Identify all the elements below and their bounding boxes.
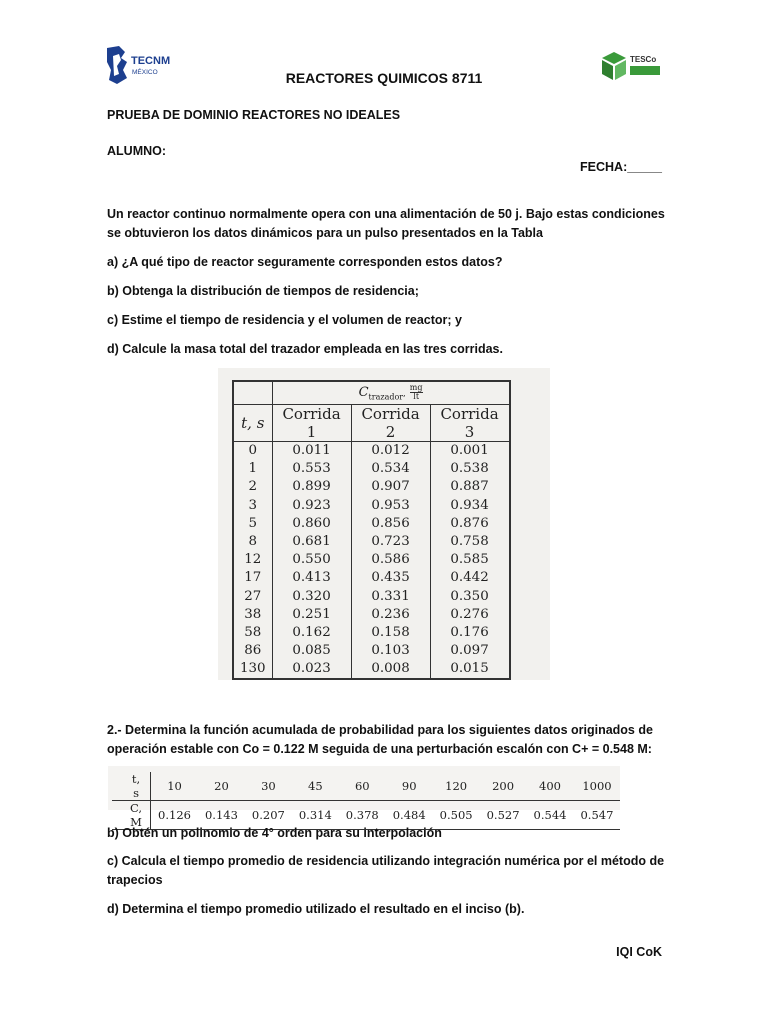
cell-time: 0 bbox=[233, 442, 272, 461]
cell-time: 86 bbox=[233, 642, 272, 660]
cell-concentration: 0.547 bbox=[573, 801, 620, 830]
table-row bbox=[233, 442, 510, 461]
cell-concentration: 0.527 bbox=[480, 801, 527, 830]
table-row bbox=[233, 569, 510, 587]
cell-concentration: 0.251 bbox=[272, 606, 351, 624]
table-row bbox=[233, 588, 510, 606]
problem2-c: c) Calcula el tiempo promedio de residencia utilizando integración numérica por el método de trapecios bbox=[107, 854, 665, 887]
cell-time: 1 bbox=[233, 460, 272, 478]
cell-concentration: 0.207 bbox=[245, 801, 292, 830]
cell-concentration: 0.758 bbox=[430, 533, 510, 551]
row-label-c: C, M bbox=[112, 801, 151, 830]
cell-time: 45 bbox=[292, 772, 339, 801]
cell-concentration: 0.856 bbox=[351, 515, 430, 533]
col-header-run1: Corrida 1 bbox=[272, 405, 351, 442]
tracer-table bbox=[232, 380, 511, 680]
cell-concentration: 0.899 bbox=[272, 478, 351, 496]
problem1-a: a) ¿A qué tipo de reactor seguramente corresponden estos datos? bbox=[107, 255, 503, 269]
cell-time: 27 bbox=[233, 588, 272, 606]
cell-concentration: 0.442 bbox=[430, 569, 510, 587]
problem2-d: d) Determina el tiempo promedio utilizado el resultado en el inciso (b). bbox=[107, 902, 525, 916]
cell-concentration: 0.934 bbox=[430, 497, 510, 515]
cell-concentration: 0.015 bbox=[430, 660, 510, 679]
cell-concentration: 0.176 bbox=[430, 624, 510, 642]
date-label: FECHA:_____ bbox=[580, 160, 662, 174]
cell-concentration: 0.887 bbox=[430, 478, 510, 496]
tracer-group-header: $C_{trazador}$, $\frac{mg}{lt}$ bbox=[272, 381, 510, 405]
cell-time: 60 bbox=[339, 772, 386, 801]
cell-time: 20 bbox=[198, 772, 245, 801]
table-row bbox=[233, 551, 510, 569]
table-row bbox=[233, 642, 510, 660]
cell-time: 58 bbox=[233, 624, 272, 642]
cell-concentration: 0.162 bbox=[272, 624, 351, 642]
tracer-table-scan bbox=[218, 368, 550, 680]
tesco-logo-text: TESCo bbox=[630, 55, 657, 64]
cell-concentration: 0.585 bbox=[430, 551, 510, 569]
step-table-scan bbox=[108, 766, 620, 829]
cell-concentration: 0.953 bbox=[351, 497, 430, 515]
table-row bbox=[233, 606, 510, 624]
cell-concentration: 0.550 bbox=[272, 551, 351, 569]
cell-concentration: 0.484 bbox=[386, 801, 433, 830]
cell-concentration: 0.505 bbox=[433, 801, 480, 830]
cell-time: 1000 bbox=[573, 772, 620, 801]
table-row bbox=[233, 497, 510, 515]
tecnm-logo-text: TECNM bbox=[131, 55, 171, 67]
cell-time: 5 bbox=[233, 515, 272, 533]
cell-time: 120 bbox=[433, 772, 480, 801]
cell-concentration: 0.143 bbox=[198, 801, 245, 830]
step-table bbox=[112, 772, 620, 830]
cell-concentration: 0.085 bbox=[272, 642, 351, 660]
cell-concentration: 0.320 bbox=[272, 588, 351, 606]
cell-time: 8 bbox=[233, 533, 272, 551]
cell-concentration: 0.126 bbox=[151, 801, 198, 830]
cell-concentration: 0.413 bbox=[272, 569, 351, 587]
exam-subtitle: PRUEBA DE DOMINIO REACTORES NO IDEALES bbox=[107, 108, 401, 122]
cell-concentration: 0.907 bbox=[351, 478, 430, 496]
problem1-b: b) Obtenga la distribución de tiempos de residencia; bbox=[107, 284, 419, 298]
cell-time: 17 bbox=[233, 569, 272, 587]
cell-concentration: 0.923 bbox=[272, 497, 351, 515]
cell-concentration: 0.378 bbox=[339, 801, 386, 830]
cell-concentration: 0.314 bbox=[292, 801, 339, 830]
cell-concentration: 0.012 bbox=[351, 442, 430, 461]
col-header-run3: Corrida 3 bbox=[430, 405, 510, 442]
cell-concentration: 0.236 bbox=[351, 606, 430, 624]
cell-concentration: 0.586 bbox=[351, 551, 430, 569]
cell-time: 200 bbox=[480, 772, 527, 801]
cell-time: 400 bbox=[527, 772, 574, 801]
cell-concentration: 0.553 bbox=[272, 460, 351, 478]
cell-time: 3 bbox=[233, 497, 272, 515]
tecnm-logo-subtext: MÉXICO bbox=[132, 69, 158, 76]
cell-concentration: 0.097 bbox=[430, 642, 510, 660]
cell-concentration: 0.001 bbox=[430, 442, 510, 461]
cell-time: 30 bbox=[245, 772, 292, 801]
table-row bbox=[233, 460, 510, 478]
cell-time: 38 bbox=[233, 606, 272, 624]
problem2-b: b) Obtén un polinomio de 4° orden para su interpolación bbox=[107, 826, 442, 840]
cell-time: 90 bbox=[386, 772, 433, 801]
cell-concentration: 0.681 bbox=[272, 533, 351, 551]
cell-concentration: 0.544 bbox=[527, 801, 574, 830]
student-label: ALUMNO: bbox=[107, 144, 167, 158]
page-title: REACTORES QUIMICOS 8711 bbox=[285, 70, 483, 86]
cell-concentration: 0.435 bbox=[351, 569, 430, 587]
footer-signature: IQI CoK bbox=[616, 945, 662, 959]
cell-time: 130 bbox=[233, 660, 272, 679]
cell-time: 10 bbox=[151, 772, 198, 801]
cell-concentration: 0.538 bbox=[430, 460, 510, 478]
table-row bbox=[233, 533, 510, 551]
table-row bbox=[233, 478, 510, 496]
cell-concentration: 0.158 bbox=[351, 624, 430, 642]
cell-concentration: 0.008 bbox=[351, 660, 430, 679]
cell-concentration: 0.276 bbox=[430, 606, 510, 624]
table-row bbox=[233, 660, 510, 679]
table-row bbox=[233, 515, 510, 533]
cell-concentration: 0.860 bbox=[272, 515, 351, 533]
table-row bbox=[233, 624, 510, 642]
problem2-statement: 2.- Determina la función acumulada de probabilidad para los siguientes datos originados de operación estable con Co = 0.122 M seguida de una perturbación escalón con C+ = 0.548 M: bbox=[107, 723, 653, 756]
cell-concentration: 0.023 bbox=[272, 660, 351, 679]
cell-concentration: 0.011 bbox=[272, 442, 351, 461]
row-label-t: t, s bbox=[112, 772, 151, 801]
cell-concentration: 0.723 bbox=[351, 533, 430, 551]
cell-concentration: 0.350 bbox=[430, 588, 510, 606]
problem1-statement: Un reactor continuo normalmente opera con una alimentación de 50 j. Bajo estas condiciones se obtuvieron los datos dinámicos para un pulso presentados en la Tabla bbox=[107, 207, 665, 240]
cell-concentration: 0.331 bbox=[351, 588, 430, 606]
cell-time: 2 bbox=[233, 478, 272, 496]
cell-concentration: 0.876 bbox=[430, 515, 510, 533]
problem1-d: d) Calcule la masa total del trazador empleada en las tres corridas. bbox=[107, 342, 503, 356]
cell-concentration: 0.103 bbox=[351, 642, 430, 660]
col-header-run2: Corrida 2 bbox=[351, 405, 430, 442]
col-header-t: t, s bbox=[233, 405, 272, 442]
cell-concentration: 0.534 bbox=[351, 460, 430, 478]
problem1-c: c) Estime el tiempo de residencia y el volumen de reactor; y bbox=[107, 313, 462, 327]
cell-time: 12 bbox=[233, 551, 272, 569]
